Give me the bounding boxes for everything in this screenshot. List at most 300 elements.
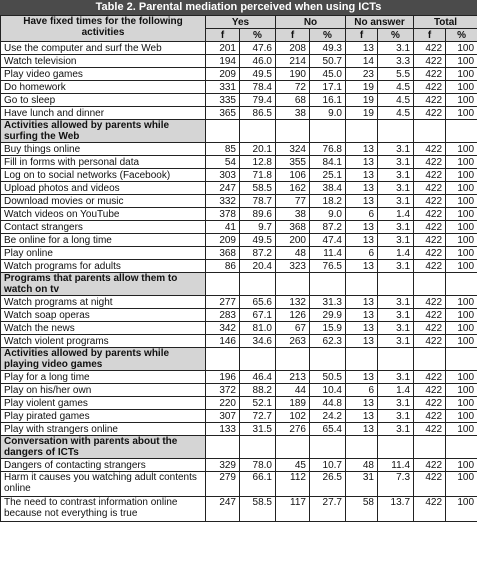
value-cell: 41 xyxy=(206,221,240,234)
row-label: Watch soap operas xyxy=(1,309,206,322)
value-cell: 3.1 xyxy=(378,221,414,234)
blank-cell xyxy=(446,120,477,143)
blank-cell xyxy=(206,120,240,143)
blank-cell xyxy=(446,273,477,296)
value-cell: 14 xyxy=(346,55,378,68)
blank-cell xyxy=(346,436,378,459)
value-cell: 100 xyxy=(446,182,477,195)
value-cell: 329 xyxy=(206,459,240,472)
value-cell: 50.7 xyxy=(310,55,346,68)
col-no: No xyxy=(276,16,346,29)
value-cell: 100 xyxy=(446,247,477,260)
value-cell: 54 xyxy=(206,156,240,169)
value-cell: 38.4 xyxy=(310,182,346,195)
sub-pct: % xyxy=(446,29,477,42)
value-cell: 48 xyxy=(276,247,310,260)
col-no-answer: No answer xyxy=(346,16,414,29)
value-cell: 324 xyxy=(276,143,310,156)
value-cell: 11.4 xyxy=(378,459,414,472)
value-cell: 3.1 xyxy=(378,156,414,169)
table-title: Table 2. Parental mediation perceived when using ICTs xyxy=(0,0,477,15)
value-cell: 9.7 xyxy=(240,221,276,234)
value-cell: 100 xyxy=(446,68,477,81)
value-cell: 76.5 xyxy=(310,260,346,273)
value-cell: 276 xyxy=(276,423,310,436)
value-cell: 5.5 xyxy=(378,68,414,81)
value-cell: 279 xyxy=(206,472,240,497)
value-cell: 49.3 xyxy=(310,42,346,55)
value-cell: 65.6 xyxy=(240,296,276,309)
value-cell: 100 xyxy=(446,296,477,309)
value-cell: 422 xyxy=(414,497,446,522)
blank-cell xyxy=(276,436,310,459)
value-cell: 13 xyxy=(346,322,378,335)
value-cell: 422 xyxy=(414,309,446,322)
value-cell: 31.3 xyxy=(310,296,346,309)
value-cell: 100 xyxy=(446,371,477,384)
value-cell: 20.1 xyxy=(240,143,276,156)
blank-cell xyxy=(378,348,414,371)
blank-cell xyxy=(310,120,346,143)
value-cell: 24.2 xyxy=(310,410,346,423)
value-cell: 13 xyxy=(346,371,378,384)
value-cell: 422 xyxy=(414,107,446,120)
value-cell: 78.0 xyxy=(240,459,276,472)
row-label: Play violent games xyxy=(1,397,206,410)
value-cell: 77 xyxy=(276,195,310,208)
value-cell: 194 xyxy=(206,55,240,68)
value-cell: 422 xyxy=(414,397,446,410)
value-cell: 100 xyxy=(446,335,477,348)
value-cell: 19 xyxy=(346,94,378,107)
table-row xyxy=(1,309,477,322)
value-cell: 84.1 xyxy=(310,156,346,169)
blank-cell xyxy=(378,273,414,296)
row-label: Watch programs at night xyxy=(1,296,206,309)
value-cell: 112 xyxy=(276,472,310,497)
value-cell: 45 xyxy=(276,459,310,472)
table-row xyxy=(1,55,477,68)
value-cell: 100 xyxy=(446,410,477,423)
value-cell: 422 xyxy=(414,459,446,472)
sub-pct: % xyxy=(240,29,276,42)
value-cell: 27.7 xyxy=(310,497,346,522)
value-cell: 31.5 xyxy=(240,423,276,436)
value-cell: 335 xyxy=(206,94,240,107)
header-row xyxy=(1,16,477,29)
value-cell: 422 xyxy=(414,410,446,423)
value-cell: 86 xyxy=(206,260,240,273)
value-cell: 307 xyxy=(206,410,240,423)
value-cell: 25.1 xyxy=(310,169,346,182)
section-row xyxy=(1,436,477,459)
blank-cell xyxy=(378,120,414,143)
table-row xyxy=(1,296,477,309)
value-cell: 1.4 xyxy=(378,247,414,260)
table-row xyxy=(1,397,477,410)
row-label: Have lunch and dinner xyxy=(1,107,206,120)
value-cell: 49.5 xyxy=(240,234,276,247)
blank-cell xyxy=(446,436,477,459)
table-row xyxy=(1,68,477,81)
value-cell: 209 xyxy=(206,234,240,247)
value-cell: 117 xyxy=(276,497,310,522)
table-row xyxy=(1,247,477,260)
blank-cell xyxy=(414,120,446,143)
table-row xyxy=(1,459,477,472)
value-cell: 100 xyxy=(446,260,477,273)
value-cell: 106 xyxy=(276,169,310,182)
value-cell: 208 xyxy=(276,42,310,55)
value-cell: 209 xyxy=(206,68,240,81)
blank-cell xyxy=(276,273,310,296)
blank-cell xyxy=(276,348,310,371)
value-cell: 422 xyxy=(414,42,446,55)
value-cell: 72.7 xyxy=(240,410,276,423)
value-cell: 9.0 xyxy=(310,208,346,221)
table-row xyxy=(1,410,477,423)
table-row xyxy=(1,81,477,94)
table-row xyxy=(1,335,477,348)
value-cell: 422 xyxy=(414,260,446,273)
value-cell: 58 xyxy=(346,497,378,522)
value-cell: 4.5 xyxy=(378,81,414,94)
value-cell: 13 xyxy=(346,309,378,322)
mediation-table xyxy=(0,15,477,522)
value-cell: 13 xyxy=(346,169,378,182)
row-label: Buy things online xyxy=(1,143,206,156)
sub-f: f xyxy=(346,29,378,42)
value-cell: 283 xyxy=(206,309,240,322)
value-cell: 9.0 xyxy=(310,107,346,120)
value-cell: 422 xyxy=(414,371,446,384)
value-cell: 65.4 xyxy=(310,423,346,436)
value-cell: 102 xyxy=(276,410,310,423)
value-cell: 3.1 xyxy=(378,234,414,247)
table-row xyxy=(1,42,477,55)
value-cell: 13 xyxy=(346,423,378,436)
value-cell: 100 xyxy=(446,169,477,182)
value-cell: 303 xyxy=(206,169,240,182)
section-heading: Programs that parents allow them to watch on tv xyxy=(1,273,206,296)
value-cell: 76.8 xyxy=(310,143,346,156)
row-label: Watch the news xyxy=(1,322,206,335)
value-cell: 47.6 xyxy=(240,42,276,55)
value-cell: 100 xyxy=(446,221,477,234)
value-cell: 100 xyxy=(446,497,477,522)
blank-cell xyxy=(446,348,477,371)
row-label: Harm it causes you watching adult contents online xyxy=(1,472,206,497)
value-cell: 3.1 xyxy=(378,182,414,195)
value-cell: 17.1 xyxy=(310,81,346,94)
row-label: Watch programs for adults xyxy=(1,260,206,273)
value-cell: 3.3 xyxy=(378,55,414,68)
table-row xyxy=(1,143,477,156)
value-cell: 3.1 xyxy=(378,195,414,208)
value-cell: 133 xyxy=(206,423,240,436)
value-cell: 44 xyxy=(276,384,310,397)
value-cell: 422 xyxy=(414,55,446,68)
value-cell: 13 xyxy=(346,195,378,208)
row-label: Play video games xyxy=(1,68,206,81)
blank-cell xyxy=(346,120,378,143)
value-cell: 52.1 xyxy=(240,397,276,410)
value-cell: 4.5 xyxy=(378,94,414,107)
section-heading: Activities allowed by parents while surfing the Web xyxy=(1,120,206,143)
value-cell: 15.9 xyxy=(310,322,346,335)
value-cell: 49.5 xyxy=(240,68,276,81)
value-cell: 422 xyxy=(414,182,446,195)
value-cell: 132 xyxy=(276,296,310,309)
value-cell: 34.6 xyxy=(240,335,276,348)
value-cell: 3.1 xyxy=(378,309,414,322)
value-cell: 422 xyxy=(414,322,446,335)
blank-cell xyxy=(378,436,414,459)
value-cell: 13 xyxy=(346,182,378,195)
value-cell: 201 xyxy=(206,42,240,55)
value-cell: 38 xyxy=(276,107,310,120)
value-cell: 67.1 xyxy=(240,309,276,322)
value-cell: 422 xyxy=(414,68,446,81)
value-cell: 126 xyxy=(276,309,310,322)
value-cell: 46.4 xyxy=(240,371,276,384)
value-cell: 31 xyxy=(346,472,378,497)
value-cell: 331 xyxy=(206,81,240,94)
value-cell: 190 xyxy=(276,68,310,81)
value-cell: 100 xyxy=(446,208,477,221)
value-cell: 50.5 xyxy=(310,371,346,384)
value-cell: 4.5 xyxy=(378,107,414,120)
value-cell: 7.3 xyxy=(378,472,414,497)
row-label: Log on to social networks (Facebook) xyxy=(1,169,206,182)
table-row xyxy=(1,182,477,195)
value-cell: 18.2 xyxy=(310,195,346,208)
table-row xyxy=(1,208,477,221)
blank-cell xyxy=(276,120,310,143)
value-cell: 422 xyxy=(414,247,446,260)
value-cell: 3.1 xyxy=(378,143,414,156)
value-cell: 13 xyxy=(346,410,378,423)
value-cell: 3.1 xyxy=(378,322,414,335)
value-cell: 189 xyxy=(276,397,310,410)
table-row xyxy=(1,423,477,436)
blank-cell xyxy=(240,120,276,143)
value-cell: 3.1 xyxy=(378,335,414,348)
value-cell: 3.1 xyxy=(378,42,414,55)
blank-cell xyxy=(206,273,240,296)
value-cell: 58.5 xyxy=(240,497,276,522)
row-label: Play with strangers online xyxy=(1,423,206,436)
row-label: Download movies or music xyxy=(1,195,206,208)
value-cell: 10.4 xyxy=(310,384,346,397)
blank-cell xyxy=(414,436,446,459)
value-cell: 368 xyxy=(276,221,310,234)
value-cell: 58.5 xyxy=(240,182,276,195)
value-cell: 68 xyxy=(276,94,310,107)
value-cell: 1.4 xyxy=(378,384,414,397)
blank-cell xyxy=(414,273,446,296)
value-cell: 3.1 xyxy=(378,296,414,309)
col-total: Total xyxy=(414,16,477,29)
value-cell: 422 xyxy=(414,296,446,309)
value-cell: 196 xyxy=(206,371,240,384)
blank-cell xyxy=(310,348,346,371)
value-cell: 213 xyxy=(276,371,310,384)
value-cell: 100 xyxy=(446,156,477,169)
value-cell: 146 xyxy=(206,335,240,348)
value-cell: 422 xyxy=(414,423,446,436)
value-cell: 355 xyxy=(276,156,310,169)
value-cell: 277 xyxy=(206,296,240,309)
value-cell: 422 xyxy=(414,234,446,247)
value-cell: 100 xyxy=(446,459,477,472)
value-cell: 365 xyxy=(206,107,240,120)
sub-pct: % xyxy=(310,29,346,42)
value-cell: 3.1 xyxy=(378,423,414,436)
value-cell: 422 xyxy=(414,384,446,397)
value-cell: 100 xyxy=(446,234,477,247)
blank-cell xyxy=(206,348,240,371)
value-cell: 89.6 xyxy=(240,208,276,221)
value-cell: 1.4 xyxy=(378,208,414,221)
value-cell: 13 xyxy=(346,335,378,348)
blank-cell xyxy=(206,436,240,459)
blank-cell xyxy=(240,436,276,459)
value-cell: 422 xyxy=(414,195,446,208)
value-cell: 100 xyxy=(446,384,477,397)
value-cell: 13 xyxy=(346,156,378,169)
value-cell: 3.1 xyxy=(378,169,414,182)
section-row xyxy=(1,120,477,143)
value-cell: 422 xyxy=(414,221,446,234)
row-label: Play pirated games xyxy=(1,410,206,423)
value-cell: 13 xyxy=(346,296,378,309)
value-cell: 100 xyxy=(446,472,477,497)
value-cell: 85 xyxy=(206,143,240,156)
value-cell: 247 xyxy=(206,182,240,195)
value-cell: 100 xyxy=(446,81,477,94)
table-row xyxy=(1,384,477,397)
value-cell: 378 xyxy=(206,208,240,221)
value-cell: 422 xyxy=(414,472,446,497)
value-cell: 66.1 xyxy=(240,472,276,497)
value-cell: 6 xyxy=(346,384,378,397)
value-cell: 79.4 xyxy=(240,94,276,107)
value-cell: 67 xyxy=(276,322,310,335)
value-cell: 368 xyxy=(206,247,240,260)
value-cell: 78.4 xyxy=(240,81,276,94)
value-cell: 26.5 xyxy=(310,472,346,497)
value-cell: 11.4 xyxy=(310,247,346,260)
sub-f: f xyxy=(276,29,310,42)
sub-f: f xyxy=(206,29,240,42)
col-yes: Yes xyxy=(206,16,276,29)
table-row xyxy=(1,371,477,384)
blank-cell xyxy=(346,348,378,371)
value-cell: 62.3 xyxy=(310,335,346,348)
value-cell: 3.1 xyxy=(378,371,414,384)
value-cell: 13 xyxy=(346,234,378,247)
value-cell: 13 xyxy=(346,42,378,55)
table-row xyxy=(1,94,477,107)
value-cell: 214 xyxy=(276,55,310,68)
value-cell: 422 xyxy=(414,143,446,156)
value-cell: 3.1 xyxy=(378,397,414,410)
value-cell: 44.8 xyxy=(310,397,346,410)
value-cell: 87.2 xyxy=(310,221,346,234)
value-cell: 6 xyxy=(346,247,378,260)
value-cell: 12.8 xyxy=(240,156,276,169)
value-cell: 23 xyxy=(346,68,378,81)
section-row xyxy=(1,348,477,371)
value-cell: 13 xyxy=(346,143,378,156)
value-cell: 29.9 xyxy=(310,309,346,322)
value-cell: 46.0 xyxy=(240,55,276,68)
value-cell: 100 xyxy=(446,322,477,335)
value-cell: 71.8 xyxy=(240,169,276,182)
row-label: Play on his/her own xyxy=(1,384,206,397)
table-row xyxy=(1,107,477,120)
row-label: Watch violent programs xyxy=(1,335,206,348)
value-cell: 20.4 xyxy=(240,260,276,273)
value-cell: 100 xyxy=(446,195,477,208)
value-cell: 332 xyxy=(206,195,240,208)
row-label: Do homework xyxy=(1,81,206,94)
row-label: Watch television xyxy=(1,55,206,68)
table-row xyxy=(1,156,477,169)
value-cell: 19 xyxy=(346,107,378,120)
blank-cell xyxy=(346,273,378,296)
row-label: Go to sleep xyxy=(1,94,206,107)
value-cell: 87.2 xyxy=(240,247,276,260)
table-row xyxy=(1,497,477,522)
blank-cell xyxy=(310,273,346,296)
value-cell: 247 xyxy=(206,497,240,522)
value-cell: 162 xyxy=(276,182,310,195)
row-label: Upload photos and videos xyxy=(1,182,206,195)
table-row xyxy=(1,195,477,208)
value-cell: 100 xyxy=(446,107,477,120)
value-cell: 100 xyxy=(446,143,477,156)
value-cell: 78.7 xyxy=(240,195,276,208)
row-label: Be online for a long time xyxy=(1,234,206,247)
row-label: Contact strangers xyxy=(1,221,206,234)
row-label: Play for a long time xyxy=(1,371,206,384)
value-cell: 13 xyxy=(346,221,378,234)
value-cell: 200 xyxy=(276,234,310,247)
blank-cell xyxy=(310,436,346,459)
value-cell: 19 xyxy=(346,81,378,94)
blank-cell xyxy=(240,273,276,296)
value-cell: 16.1 xyxy=(310,94,346,107)
value-cell: 100 xyxy=(446,309,477,322)
value-cell: 3.1 xyxy=(378,410,414,423)
table-row xyxy=(1,322,477,335)
row-label: Use the computer and surf the Web xyxy=(1,42,206,55)
value-cell: 45.0 xyxy=(310,68,346,81)
table-row xyxy=(1,234,477,247)
value-cell: 372 xyxy=(206,384,240,397)
value-cell: 86.5 xyxy=(240,107,276,120)
table-row xyxy=(1,169,477,182)
value-cell: 6 xyxy=(346,208,378,221)
value-cell: 422 xyxy=(414,94,446,107)
blank-cell xyxy=(240,348,276,371)
value-cell: 13 xyxy=(346,397,378,410)
value-cell: 100 xyxy=(446,397,477,410)
value-cell: 72 xyxy=(276,81,310,94)
section-heading: Have fixed times for the following activities xyxy=(1,16,206,42)
